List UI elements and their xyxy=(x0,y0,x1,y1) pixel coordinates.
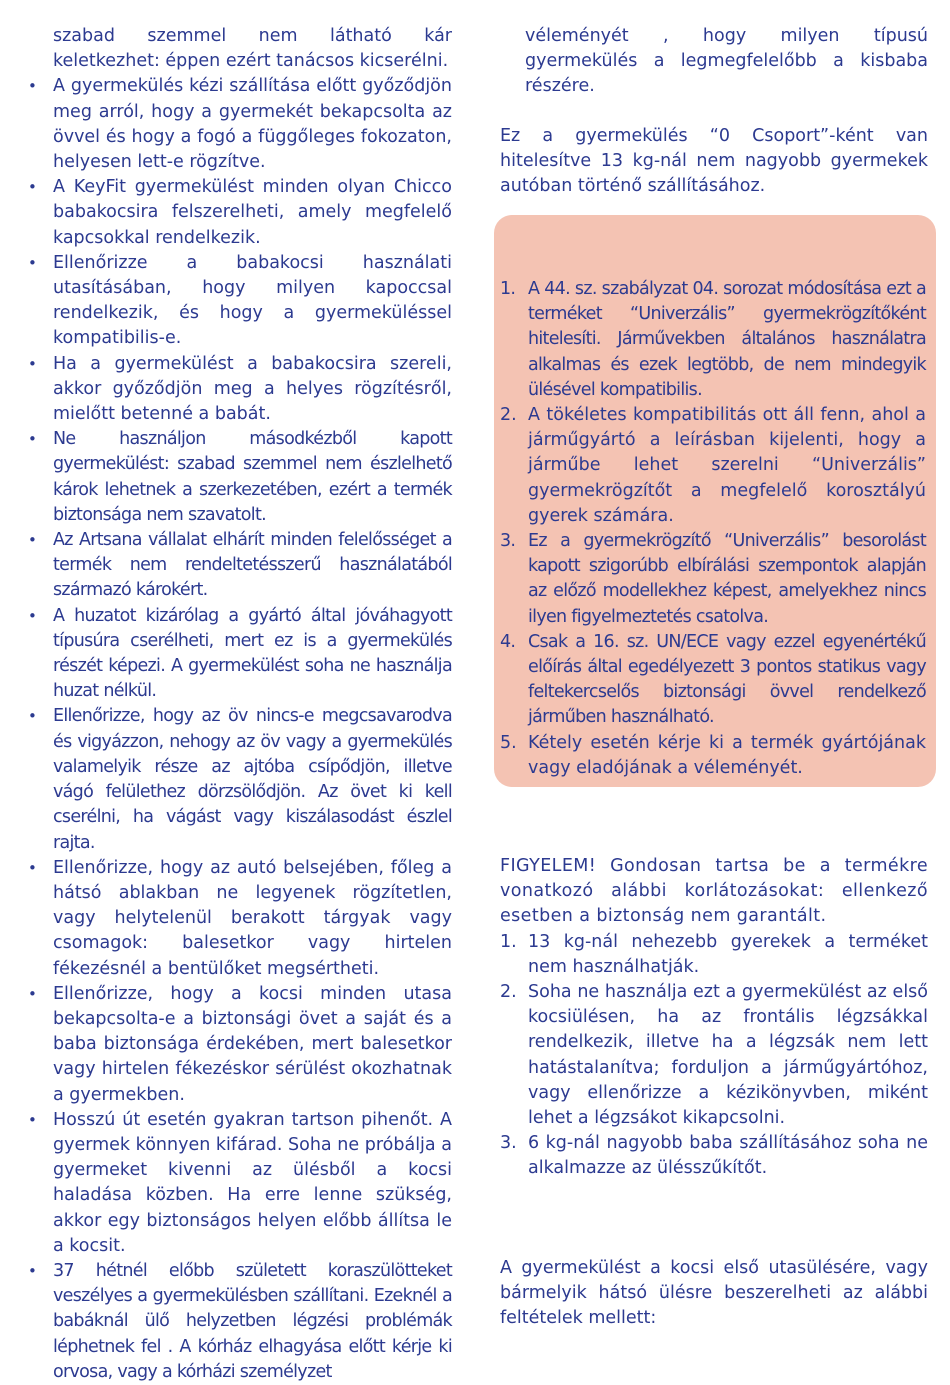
continuation-paragraph: véleményét , hogy milyen típusú gyermekülés a legmegfelelőbb a kisbaba részére. xyxy=(525,26,928,97)
item-text: Ez a gyermekrögzítő “Univerzális” besorolást kapott szigorúbb elbírálási szempontok alapján az előző modellekhez képest, amelyekhez nincs ilyen figyelmeztetés csatolva. xyxy=(528,531,926,627)
item-number: 2. xyxy=(500,982,517,1003)
certification-paragraph: Ez a gyermekülés “0 Csoport”-ként van hitelesítve 13 kg-nál nem nagyobb gyermekek autóban történő szállításához. xyxy=(500,126,928,197)
item-number: 4. xyxy=(500,631,516,652)
item-text: Soha ne használja ezt a gyermekülést az első kocsiülésen, ha az frontális légzsákkal rendelkezik, illetve ha a légzsák nem lett hatástalanítva; forduljon a járműgyártóhoz, vagy ellenőrizze a kézikönyvben, miként lehet a légzsákot kikapcsolni. xyxy=(528,982,928,1129)
item-text: Kétely esetén kérje ki a termék gyártójának vagy eladójának a véleményét. xyxy=(528,732,926,778)
warning-item xyxy=(500,1131,928,1181)
installation-paragraph: A gyermekülést a kocsi első utasülésére, vagy bármelyik hátsó ülésre beszerelheti az alábbi feltételek mellett: xyxy=(500,1258,928,1329)
bullet-item: • Ellenőrizze, hogy az autó belsejében, főleg a hátsó ablakban ne legyenek rögzítetlen, vagy helytelenül berakott tárgyak vagy csomagok: balesetkor vagy hirtelen fékezésnél a bentülőket megsértheti. xyxy=(28,856,452,982)
notice-item xyxy=(500,529,926,630)
bullet-item: • Ellenőrizze, hogy a kocsi minden utasa bekapcsolta-e a biztonsági övet a saját és a baba biztonsága érdekében, mert balesetkor vagy hirtelen fékezéskor sérülést okozhatnak a gyermekben. xyxy=(28,982,452,1108)
bullet-item: • 37 hétnél előbb született koraszülötteket veszélyes a gyermekülésben szállítani. Ezeknél a babáknál ülő helyzetben légzési problémák léphetnek fel . A kórház elhagyása előtt kérje ki orvosa, vagy a kórházi személyzet xyxy=(28,1259,452,1385)
notice-item xyxy=(500,277,926,403)
warning-intro: FIGYELEM! Gondosan tartsa be a termékre vonatkozó alábbi korlátozásokat: ellenkező esetben a biztonság nem garantált. xyxy=(500,856,928,927)
item-text: 6 kg-nál nagyobb baba szállításához soha ne alkalmazze az ülésszűkítőt. xyxy=(528,1133,928,1179)
bullet-item: • Ellenőrizze, hogy az öv nincs-e megcsavarodva és vigyázzon, nehogy az öv vagy a gyermekülés valamelyik része az ajtóba csípődjön, illetve vágó felülethez dörzsölődjön. Az övet ki kell cserélni, ha vágást vagy kiszálasodást észlel rajta. xyxy=(28,704,452,855)
universal-notice-box xyxy=(494,215,936,787)
item-text: A tökéletes kompatibilitás ott áll fenn, ahol a járműgyártó a leírásban kijelenti, hogy a járműbe lehet szerelni “Univerzális” gyermekrögzítőt a megfelelő korosztályú gyerek számára. xyxy=(528,405,926,526)
bullet-item: • Ellenőrizze a babakocsi használati utasításában, hogy milyen kapoccsal rendelkezik, és hogy a gyermeküléssel kompatibilis-e. xyxy=(28,251,452,352)
item-number: 1. xyxy=(500,279,516,299)
warning-item xyxy=(500,980,928,1131)
item-number: 3. xyxy=(500,1133,517,1154)
item-text: Csak a 16. sz. UN/ECE vagy ezzel egyenértékű előírás által egedélyezett 3 pontos statikus vagy feltekercselős biztonsági övvel rendelkező járműben használható. xyxy=(528,631,926,728)
bullet-item: • Hosszú út esetén gyakran tartson pihenőt. A gyermek könnyen kifárad. Soha ne próbálja a gyermeket kivenni az ülésből a kocsi haladása közben. Ha erre lenne szükség, akkor egy biztonságos helyen előbb állítsa le a kocsit. xyxy=(28,1108,452,1259)
item-number: 2. xyxy=(500,405,517,426)
right-column xyxy=(500,24,928,100)
notice-item xyxy=(500,630,926,731)
bullet-item: • A KeyFit gyermekülést minden olyan Chicco babakocsira felszerelheti, amely megfelelő kapcsokkal rendelkezik. xyxy=(28,175,452,251)
safety-bullet-list xyxy=(28,74,452,1385)
bullet-item: • Az Artsana vállalat elhárít minden felelősséget a termék nem rendeltetésszerű használatából származó károkért. xyxy=(28,528,452,604)
bullet-item: • A huzatot kizárólag a gyártó által jóváhagyott típusúra cserélheti, mert ez is a gyermekülés részét képezi. A gyermekülést soha ne használja huzat nélkül. xyxy=(28,604,452,705)
item-number: 1. xyxy=(500,931,517,952)
item-text: A 44. sz. szabályzat 04. sorozat módosítása ezt a terméket “Univerzális” gyermekrögzítőként hitelesíti. Járművekben általános használatra alkalmas és ezek legtöbb, de nem mindegyik ülésével kompatibilis. xyxy=(528,279,926,400)
left-column xyxy=(28,24,452,1385)
item-number: 5. xyxy=(500,732,517,753)
item-number: 3. xyxy=(500,531,516,552)
warning-item xyxy=(500,930,928,980)
bullet-item: • Ne használjon másodkézből kapott gyermekülést: szabad szemmel nem észlelhető károk lehetnek a szerkezetében, ezért a termék biztonsága nem szavatolt. xyxy=(28,427,452,528)
notice-item xyxy=(500,403,926,529)
warning-list xyxy=(500,930,928,1182)
warning-section xyxy=(500,854,928,1182)
bullet-item: • A gyermekülés kézi szállítása előtt győződjön meg arról, hogy a gyermekét bekapcsolta az övvel és hogy a fogó a függőleges fokozaton, helyesen lett-e rögzítve. xyxy=(28,74,452,175)
notice-item xyxy=(500,731,926,781)
intro-paragraph: szabad szemmel nem látható kár keletkezhet: éppen ezért tanácsos kicserélni. xyxy=(53,26,452,72)
notice-list xyxy=(500,277,926,781)
bullet-item: • Ha a gyermekülést a babakocsira szereli, akkor győződjön meg a helyes rögzítésről, mielőtt betenné a babát. xyxy=(28,352,452,428)
item-text: 13 kg-nál nehezebb gyerekek a terméket nem használhatják. xyxy=(528,931,928,977)
